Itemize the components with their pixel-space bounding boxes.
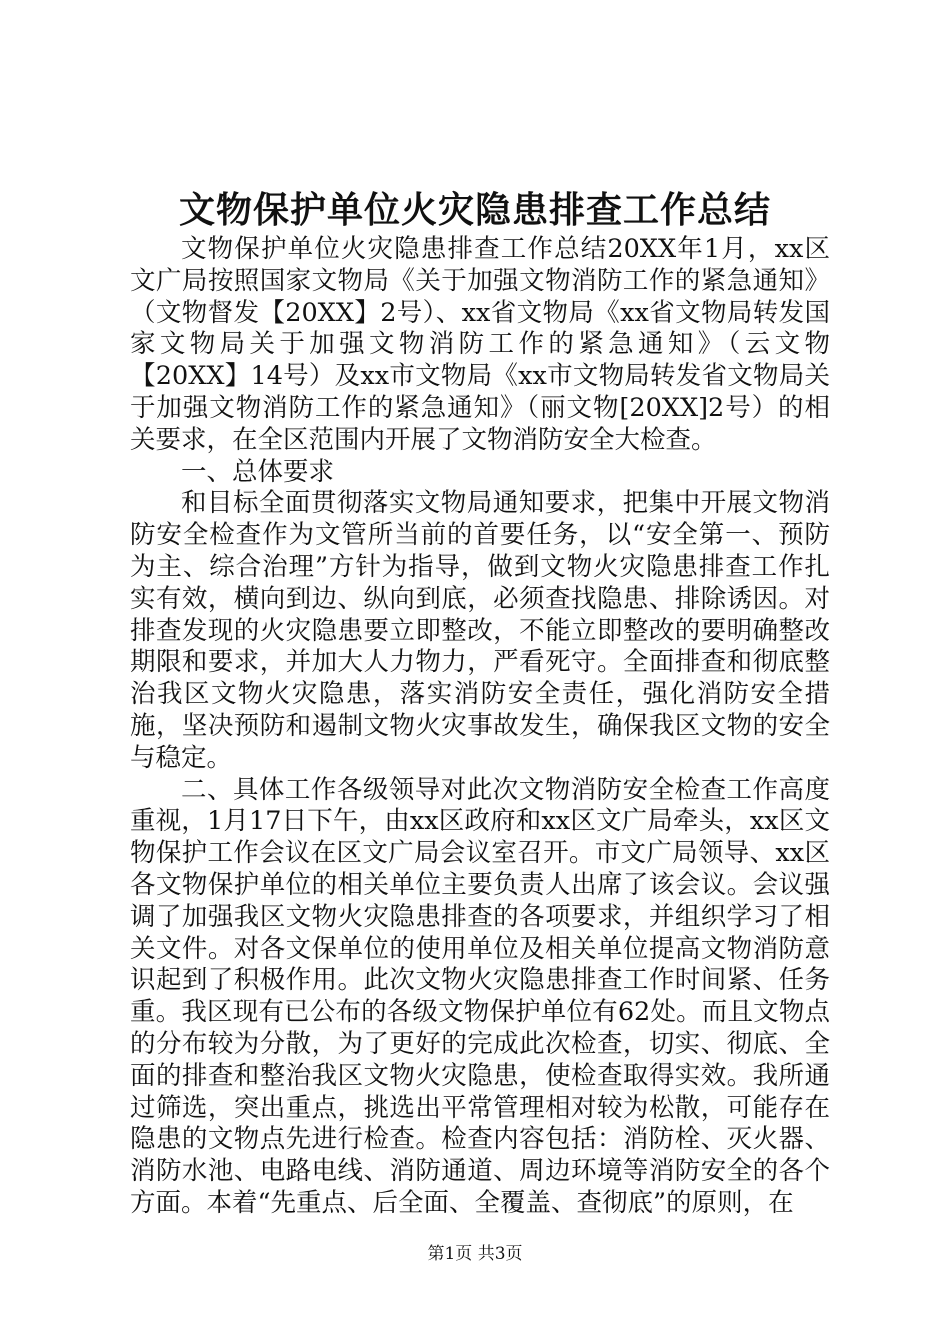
- document-title: 文物保护单位火灾隐患排查工作总结: [178, 189, 771, 231]
- paragraph-specific-work: 二、具体工作各级领导对此次文物消防安全检查工作高度重视，1月17日下午，由xx区政府和xx区文广局牵头，xx区文物保护工作会议在区文广局会议室召开。市文广局领导、xx区各文物保护单位的相关单位主要负责人出席了该会议。会议强调了加强我区文物火灾隐患排查的各项要求，并组织学习了相关文件。对各文保单位的使用单位及相关单位提高文物消防意识起到了积极作用。此次文物火灾隐患排查工作时间紧、任务重。我区现有已公布的各级文物保护单位有62处。而且文物点的分布较为分散，为了更好的完成此次检查，切实、彻底、全面的排查和整治我区文物火灾隐患，使检查取得实效。我所通过筛选，突出重点，挑选出平常管理相对较为松散，可能存在隐患的文物点先进行检查。检查内容包括：消防栓、灭火器、消防水池、电路电线、消防通道、周边环境等消防安全的各个方面。本着“先重点、后全面、全覆盖、查彻底”的原则，在: [130, 774, 830, 1218]
- document-body: [130, 234, 830, 1220]
- paragraph-general-requirements: 和目标全面贯彻落实文物局通知要求，把集中开展文物消防安全检查作为文管所当前的首要任务，以“安全第一、预防为主、综合治理”方针为指导，做到文物火灾隐患排查工作扎实有效，横向到边、纵向到底，必须查找隐患、排除诱因。对排查发现的火灾隐患要立即整改，不能立即整改的要明确整改期限和要求，并加大人力物力，严看死守。全面排查和彻底整治我区文物火灾隐患，落实消防安全责任，强化消防安全措施，坚决预防和遏制文物火灾事故发生，确保我区文物的安全与稳定。: [130, 488, 830, 773]
- page-footer: 第1页 共3页: [427, 1244, 523, 1264]
- section-heading-general-requirements: 一、总体要求: [181, 456, 335, 487]
- paragraph-intro: 文物保护单位火灾隐患排查工作总结20XX年1月，xx区文广局按照国家文物局《关于加强文物消防工作的紧急通知》（文物督发【20XX】2号）、xx省文物局《xx省文物局转发国家文物局关于加强文物消防工作的紧急通知》（云文物【20XX】14号）及xx市文物局《xx市文物局转发省文物局关于加强文物消防工作的紧急通知》（丽文物[20XX]2号）的相关要求，在全区范围内开展了文物消防安全大检查。: [130, 234, 830, 455]
